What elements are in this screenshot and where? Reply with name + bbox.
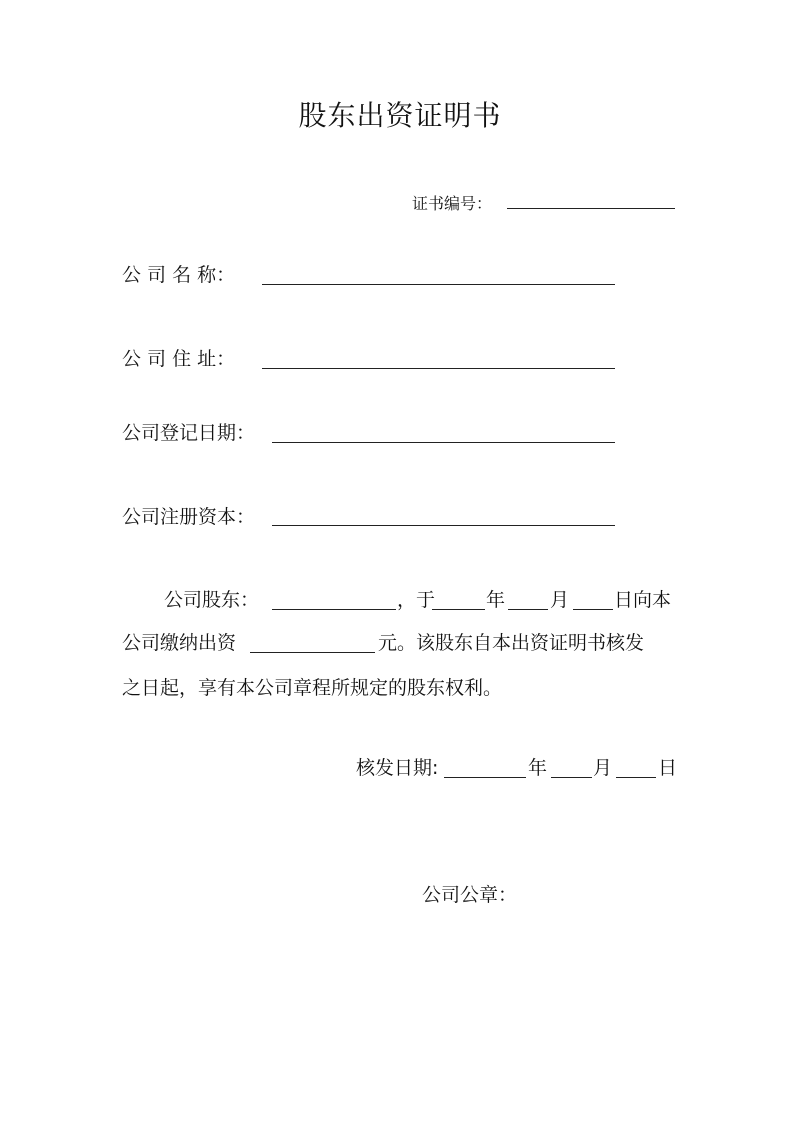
certificate-number-label: 证书编号： (412, 194, 493, 213)
issue-year-blank[interactable] (444, 777, 526, 778)
certificate-number-blank[interactable] (507, 208, 675, 209)
capital-amount-blank[interactable] (250, 652, 375, 653)
contribution-month-blank[interactable] (508, 609, 548, 610)
document-title: 股东出资证明书 (298, 99, 502, 132)
day-to-company-text: 日向本 (614, 589, 672, 611)
registration-date-blank[interactable] (272, 442, 615, 443)
contribution-year-blank[interactable] (432, 609, 485, 610)
contribution-day-blank[interactable] (573, 609, 613, 610)
company-address-blank[interactable] (262, 368, 615, 369)
company-name-label: 公 司 名 称： (122, 264, 236, 286)
company-address-label: 公 司 住 址： (122, 348, 236, 370)
comma-yu-text: ，于 (397, 589, 436, 611)
company-name-blank[interactable] (262, 284, 615, 285)
contribution-month-label: 月 (550, 589, 570, 611)
payment-end-text: 元。该股东自本出资证明书核发 (378, 632, 645, 654)
registered-capital-blank[interactable] (272, 525, 615, 526)
registered-capital-label: 公司注册资本： (122, 506, 256, 528)
issue-day-blank[interactable] (616, 777, 656, 778)
issue-month-label: 月 (593, 757, 613, 779)
shareholder-blank[interactable] (272, 609, 396, 610)
company-seal-label: 公司公章： (422, 884, 518, 906)
contribution-year-label: 年 (486, 589, 506, 611)
issue-year-label: 年 (528, 757, 548, 779)
shareholder-label: 公司股东： (164, 589, 260, 611)
rights-statement-text: 之日起，享有本公司章程所规定的股东权利。 (122, 677, 503, 699)
registration-date-label: 公司登记日期： (122, 422, 256, 444)
payment-start-text: 公司缴纳出资 (122, 632, 237, 654)
issue-date-label: 核发日期: (356, 757, 439, 779)
issue-day-label: 日 (658, 757, 678, 779)
issue-month-blank[interactable] (551, 777, 592, 778)
